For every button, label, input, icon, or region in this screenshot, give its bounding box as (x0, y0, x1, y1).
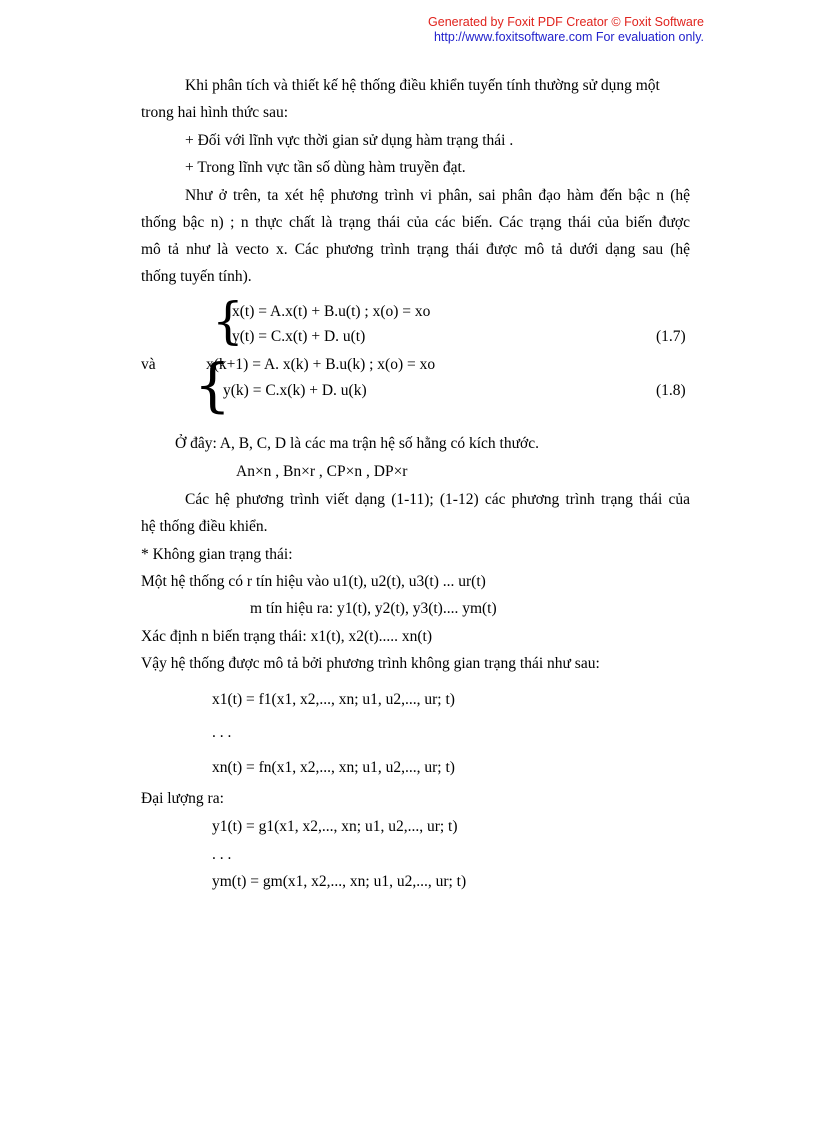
ellipsis-2: . . . (212, 846, 232, 863)
ellipsis-1: . . . (212, 724, 232, 741)
state-space-description: Vậy hệ thống được mô tả bởi phương trình không gian trạng thái như sau: (141, 655, 600, 672)
paragraph-1-line-1: Khi phân tích và thiết kế hệ thống điều khiển tuyến tính thường sử dụng một (185, 77, 660, 94)
output-equation-g1: y1(t) = g1(x1, x2,..., xn; u1, u2,..., ur; t) (212, 818, 458, 835)
paragraph-2-line-4: thống tuyến tính). (141, 268, 252, 285)
state-equation-f1: x1(t) = f1(x1, x2,..., xn; u1, u2,..., ur; t) (212, 691, 455, 708)
paragraph-3: Ở đây: A, B, C, D là các ma trận hệ số hằng có kích thước. (175, 435, 539, 452)
paragraph-4-line-1: Các hệ phương trình viết dạng (1-11); (1-12) các phương trình trạng thái của (185, 491, 690, 508)
paragraph-2-line-2: thống bậc n) ; n thực chất là trạng thái của các biến. Các trạng thái của biến được (141, 214, 690, 231)
inputs-line: Một hệ thống có r tín hiệu vào u1(t), u2(t), u3(t) ... ur(t) (141, 573, 486, 590)
left-brace-icon: { (194, 351, 231, 419)
equation-1-8-line-2: y(k) = C.x(k) + D. u(k) (223, 382, 367, 399)
paragraph-1-line-2: trong hai hình thức sau: (141, 104, 289, 121)
equation-1-7-line-2: y(t) = C.x(t) + D. u(t) (232, 328, 366, 345)
watermark-line-1: Generated by Foxit PDF Creator © Foxit Software (428, 15, 704, 29)
equation-number-1-7: (1.7) (656, 328, 686, 345)
list-item-time-domain: + Đối với lĩnh vực thời gian sử dụng hàm trạng thái . (185, 132, 514, 149)
output-equation-gm: ym(t) = gm(x1, x2,..., xn; u1, u2,..., ur; t) (212, 873, 467, 890)
state-space-heading: * Không gian trạng thái: (141, 546, 293, 563)
paragraph-2-line-3: mô tả như là vecto x. Các phương trình trạng thái được mô tả dưới dạng sau (hệ (141, 241, 690, 258)
matrix-dimensions: An×n , Bn×r , CP×n , DP×r (236, 463, 408, 480)
equation-1-8-line-1: x(k+1) = A. x(k) + B.u(k) ; x(o) = xo (206, 356, 436, 373)
outputs-line: m tín hiệu ra: y1(t), y2(t), y3(t).... ym(t) (250, 600, 497, 617)
states-line: Xác định n biến trạng thái: x1(t), x2(t)..... xn(t) (141, 628, 432, 645)
paragraph-4-line-2: hệ thống điều khiển. (141, 518, 268, 535)
state-equation-fn: xn(t) = fn(x1, x2,..., xn; u1, u2,..., ur; t) (212, 759, 455, 776)
equation-number-1-8: (1.8) (656, 382, 686, 399)
output-heading: Đại lượng ra: (141, 790, 224, 807)
watermark-line-2[interactable]: http://www.foxitsoftware.com For evaluation only. (433, 30, 704, 44)
list-item-frequency-domain: + Trong lĩnh vực tần số dùng hàm truyền đạt. (185, 159, 466, 176)
conjunction-va: và (141, 356, 156, 373)
paragraph-2-line-1: Như ở trên, ta xét hệ phương trình vi phân, sai phân đạo hàm đến bậc n (hệ (185, 187, 690, 204)
left-brace-icon: { (212, 292, 244, 350)
equation-1-7-line-1: x(t) = A.x(t) + B.u(t) ; x(o) = xo (232, 303, 431, 320)
